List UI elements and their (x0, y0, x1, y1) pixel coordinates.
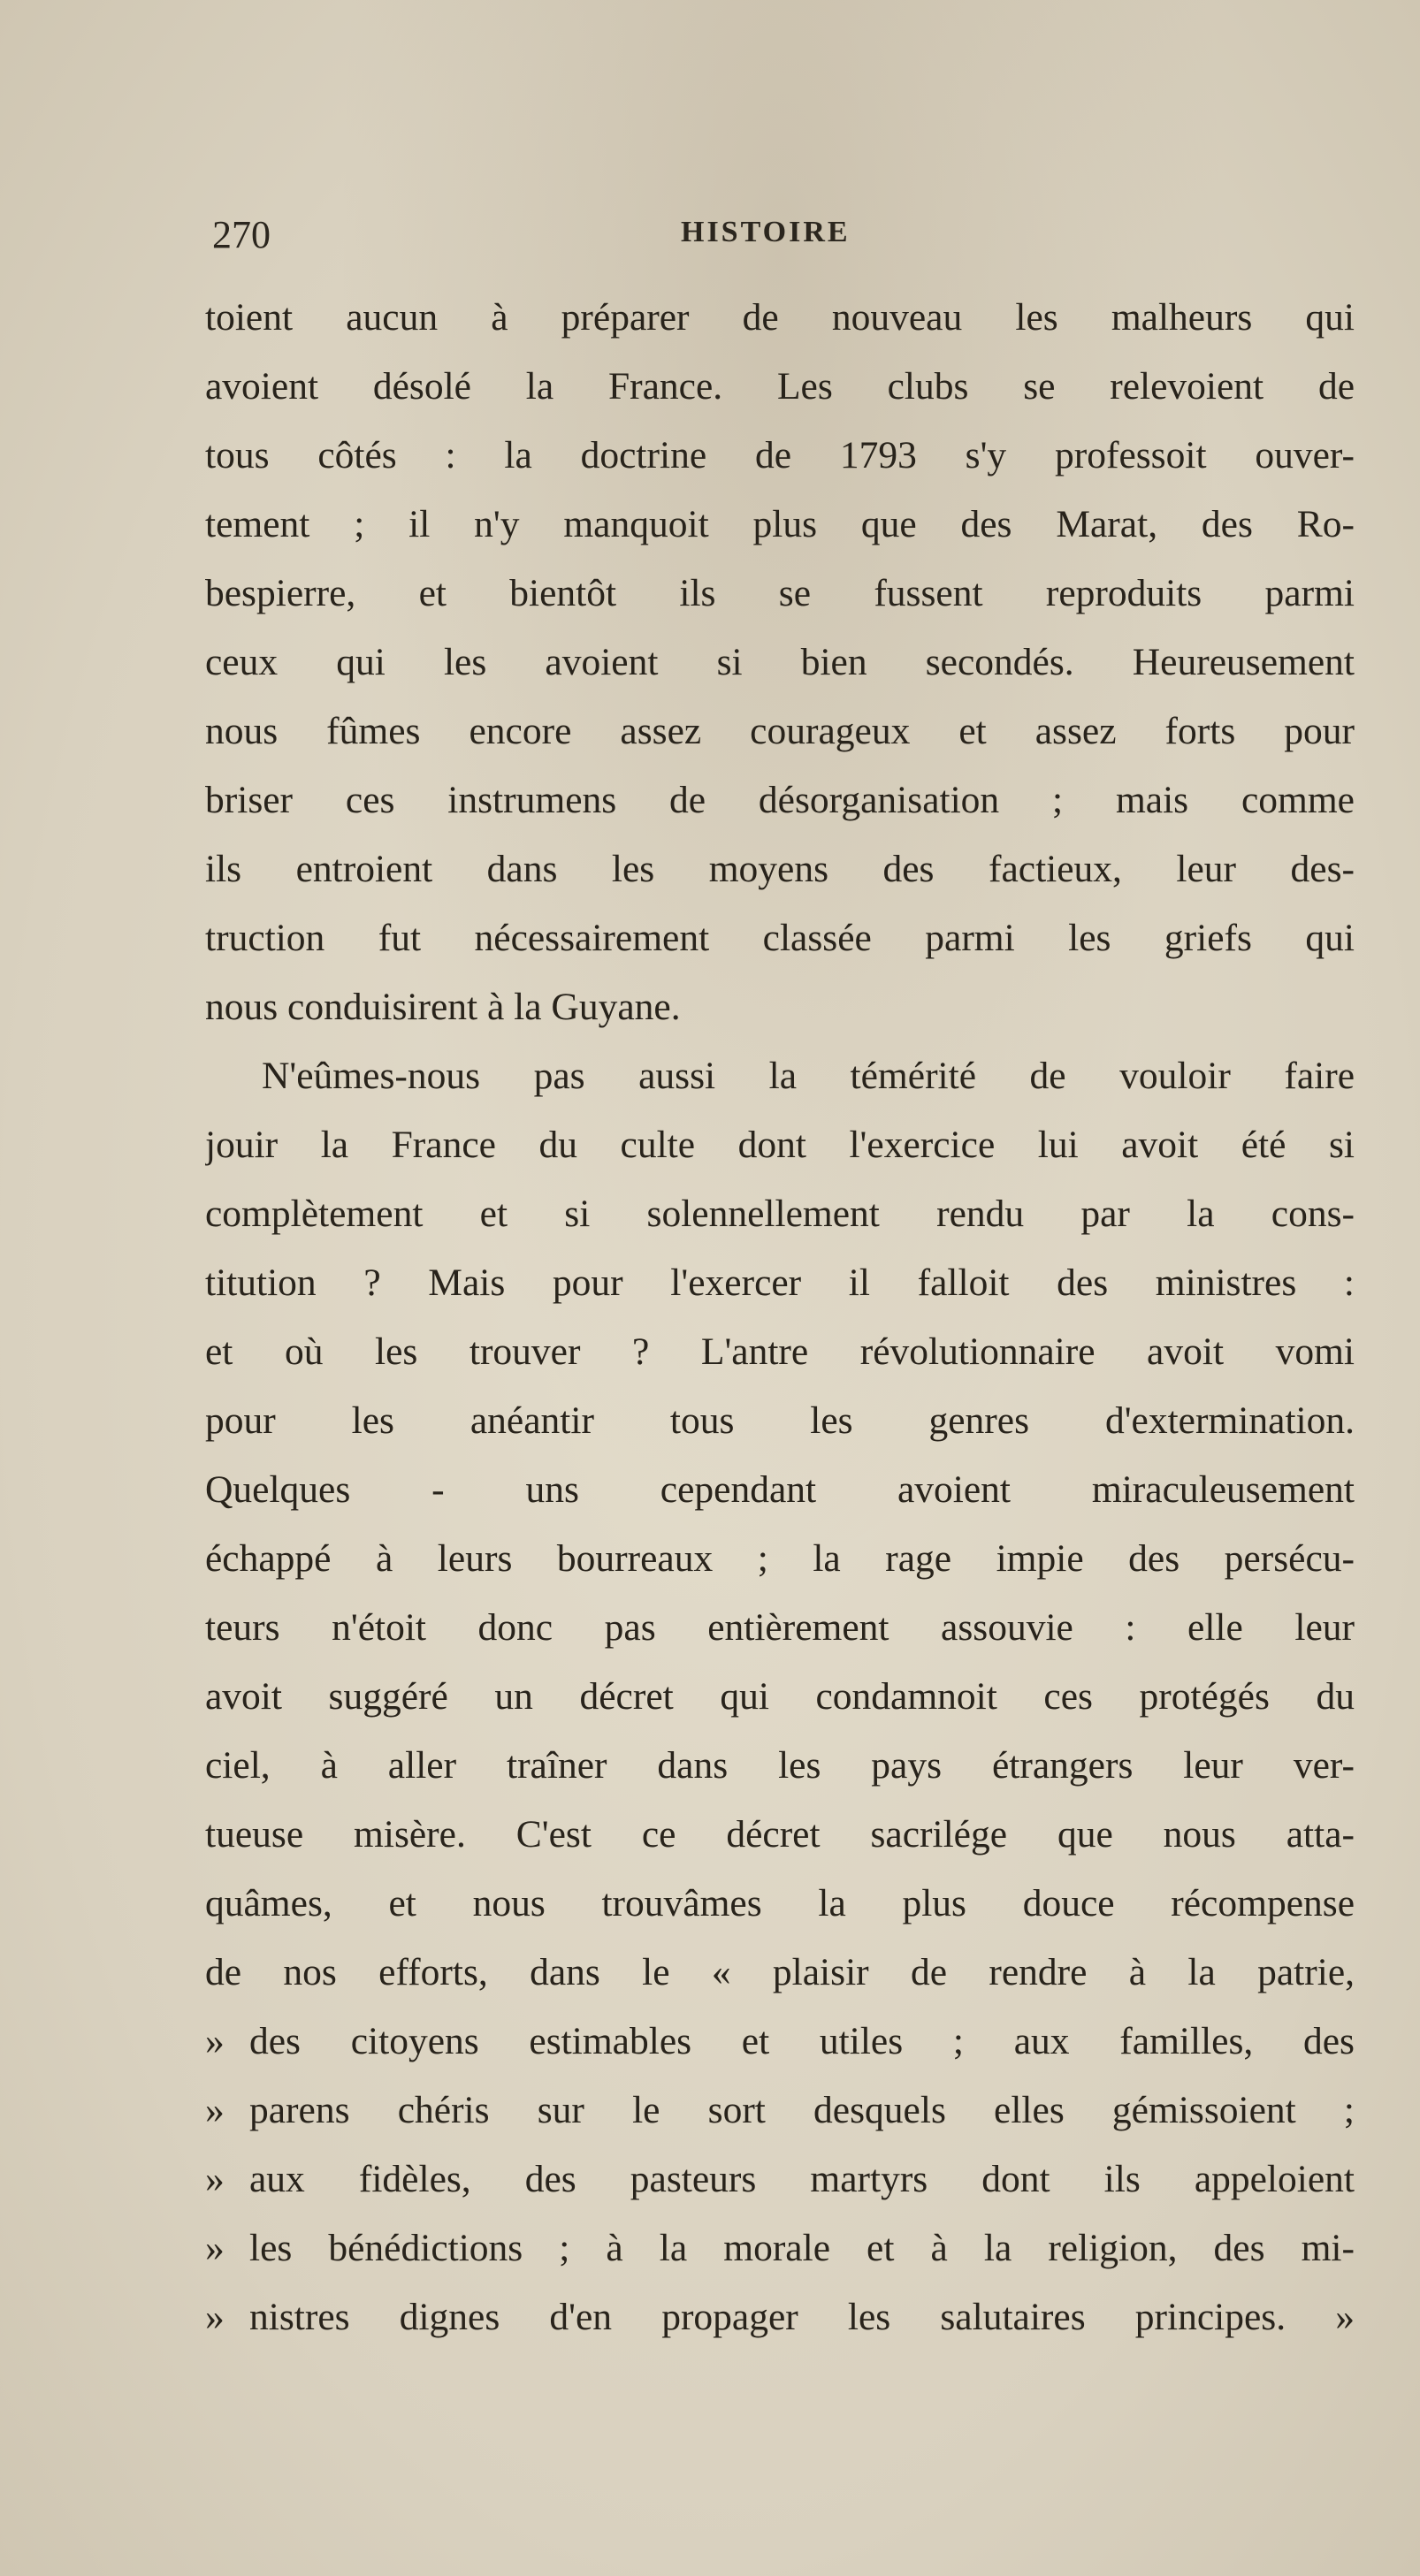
quote-text: aux fidèles, des pasteurs martyrs dont ils appeloient (249, 2158, 1355, 2200)
page-number: 270 (212, 213, 271, 256)
text-line: nous conduisirent à la Guyane. (205, 986, 681, 1028)
guillemet-mark: » (205, 2296, 225, 2338)
page-header (212, 212, 1353, 265)
quote-text: parens chéris sur le sort desquels elles gémissoient ; (249, 2089, 1355, 2131)
text-line: avoient désolé la France. Les clubs se relevoient de (205, 365, 1355, 408)
text-line: teurs n'étoit donc pas entièrement assouvie : elle leur (205, 1606, 1355, 1649)
guillemet-mark: » (205, 2020, 225, 2062)
quote-text: nistres dignes d'en propager les salutaires principes. » (249, 2296, 1355, 2338)
text-line: titution ? Mais pour l'exercer il falloit des ministres : (205, 1261, 1355, 1304)
quote-text: des citoyens estimables et utiles ; aux familles, des (249, 2020, 1355, 2062)
text-line: complètement et si solennellement rendu par la cons- (205, 1193, 1355, 1235)
body-text (205, 283, 1355, 2351)
guillemet-mark: » (205, 2227, 225, 2269)
text-line: bespierre, et bientôt ils se fussent reproduits parmi (205, 572, 1355, 614)
text-line: Quelques - uns cependant avoient miraculeusement (205, 1468, 1355, 1511)
guillemet-mark: » (205, 2158, 225, 2200)
text-line: et où les trouver ? L'antre révolutionnaire avoit vomi (205, 1330, 1355, 1373)
text-line: ciel, à aller traîner dans les pays étrangers leur ver- (205, 1744, 1355, 1787)
text-line: ceux qui les avoient si bien secondés. Heureusement (205, 641, 1355, 683)
text-line: de nos efforts, dans le « plaisir de rendre à la patrie, (205, 1951, 1355, 1993)
quote-line (205, 2283, 1355, 2351)
text-line: toient aucun à préparer de nouveau les malheurs qui (205, 296, 1355, 339)
quote-line (205, 2214, 1355, 2283)
text-line: pour les anéantir tous les genres d'extermination. (205, 1399, 1355, 1442)
text-line: tous côtés : la doctrine de 1793 s'y professoit ouver- (205, 434, 1355, 476)
quote-line (205, 2007, 1355, 2076)
text-line: quâmes, et nous trouvâmes la plus douce récompense (205, 1882, 1355, 1924)
text-line: N'eûmes-nous pas aussi la témérité de vouloir faire (262, 1055, 1355, 1097)
text-line: tueuse misère. C'est ce décret sacrilége que nous atta- (205, 1813, 1355, 1856)
running-head: HISTOIRE (681, 216, 851, 248)
text-line: tement ; il n'y manquoit plus que des Marat, des Ro- (205, 503, 1355, 545)
text-line: nous fûmes encore assez courageux et assez forts pour (205, 710, 1355, 752)
quote-line (205, 2145, 1355, 2214)
text-line: jouir la France du culte dont l'exercice lui avoit été si (205, 1124, 1355, 1166)
text-line: briser ces instrumens de désorganisation ; mais comme (205, 779, 1355, 821)
text-line: avoit suggéré un décret qui condamnoit ces protégés du (205, 1675, 1355, 1718)
text-line: truction fut nécessairement classée parmi les griefs qui (205, 917, 1355, 959)
quote-line (205, 2076, 1355, 2145)
text-line: ils entroient dans les moyens des factieux, leur des- (205, 848, 1355, 890)
guillemet-mark: » (205, 2089, 225, 2131)
quote-text: les bénédictions ; à la morale et à la religion, des mi- (249, 2227, 1355, 2269)
text-line: échappé à leurs bourreaux ; la rage impie des persécu- (205, 1537, 1355, 1580)
